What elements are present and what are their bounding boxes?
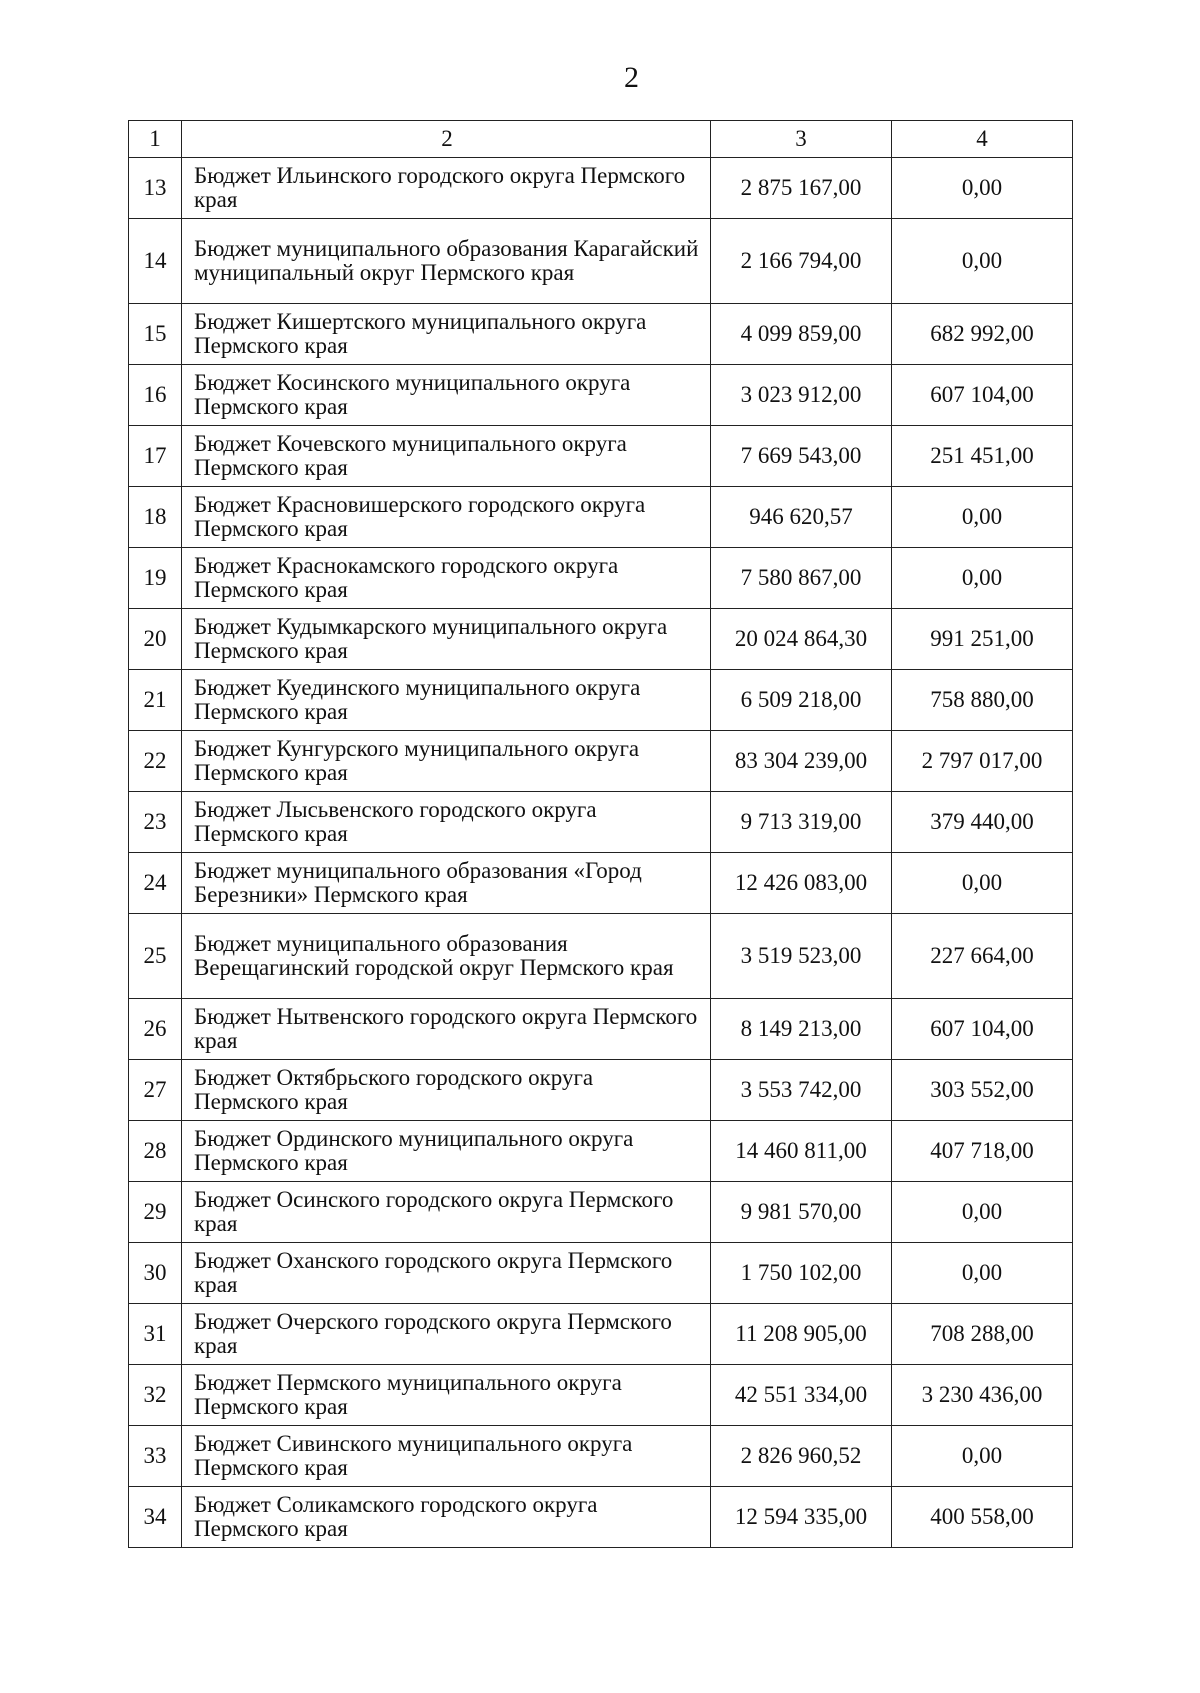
table-row bbox=[129, 792, 1073, 853]
row-number-cell: 25 bbox=[129, 914, 182, 999]
amount-2-cell: 0,00 bbox=[892, 1426, 1073, 1487]
amount-2-cell: 607 104,00 bbox=[892, 365, 1073, 426]
budget-name-cell: Бюджет муниципального образования Карагайский муниципальный округ Пермского края bbox=[182, 219, 711, 304]
budget-name-cell: Бюджет Пермского муниципального округа Пермского края bbox=[182, 1365, 711, 1426]
amount-cell: 2 875 167,00 bbox=[711, 158, 892, 219]
budget-name-cell: Бюджет Куединского муниципального округа Пермского края bbox=[182, 670, 711, 731]
budget-name-cell: Бюджет Ильинского городского округа Пермского края bbox=[182, 158, 711, 219]
row-number-cell: 31 bbox=[129, 1304, 182, 1365]
row-number-cell: 17 bbox=[129, 426, 182, 487]
row-number-cell: 20 bbox=[129, 609, 182, 670]
budget-name-cell: Бюджет муниципального образования «Город Березники» Пермского края bbox=[182, 853, 711, 914]
amount-cell: 3 023 912,00 bbox=[711, 365, 892, 426]
table-row bbox=[129, 1121, 1073, 1182]
table-row bbox=[129, 1182, 1073, 1243]
column-number-3: 3 bbox=[711, 121, 892, 158]
amount-2-cell: 227 664,00 bbox=[892, 914, 1073, 999]
row-number-cell: 19 bbox=[129, 548, 182, 609]
amount-2-cell: 607 104,00 bbox=[892, 999, 1073, 1060]
table-row bbox=[129, 1060, 1073, 1121]
row-number-cell: 22 bbox=[129, 731, 182, 792]
amount-cell: 14 460 811,00 bbox=[711, 1121, 892, 1182]
budget-name-cell: Бюджет Кишертского муниципального округа Пермского края bbox=[182, 304, 711, 365]
amount-2-cell: 0,00 bbox=[892, 853, 1073, 914]
row-number-cell: 16 bbox=[129, 365, 182, 426]
budget-name-cell: Бюджет Краснокамского городского округа Пермского края bbox=[182, 548, 711, 609]
budget-name-cell: Бюджет Лысьвенского городского округа Пермского края bbox=[182, 792, 711, 853]
table-header-row bbox=[129, 121, 1073, 158]
amount-cell: 946 620,57 bbox=[711, 487, 892, 548]
table-row bbox=[129, 670, 1073, 731]
budget-name-cell: Бюджет Соликамского городского округа Пермского края bbox=[182, 1487, 711, 1548]
amount-cell: 7 669 543,00 bbox=[711, 426, 892, 487]
budget-name-cell: Бюджет Кудымкарского муниципального округа Пермского края bbox=[182, 609, 711, 670]
amount-cell: 11 208 905,00 bbox=[711, 1304, 892, 1365]
amount-2-cell: 3 230 436,00 bbox=[892, 1365, 1073, 1426]
row-number-cell: 21 bbox=[129, 670, 182, 731]
table-row bbox=[129, 219, 1073, 304]
amount-2-cell: 758 880,00 bbox=[892, 670, 1073, 731]
amount-cell: 8 149 213,00 bbox=[711, 999, 892, 1060]
amount-cell: 2 826 960,52 bbox=[711, 1426, 892, 1487]
amount-2-cell: 379 440,00 bbox=[892, 792, 1073, 853]
row-number-cell: 13 bbox=[129, 158, 182, 219]
amount-2-cell: 407 718,00 bbox=[892, 1121, 1073, 1182]
amount-cell: 3 519 523,00 bbox=[711, 914, 892, 999]
row-number-cell: 32 bbox=[129, 1365, 182, 1426]
amount-2-cell: 708 288,00 bbox=[892, 1304, 1073, 1365]
row-number-cell: 28 bbox=[129, 1121, 182, 1182]
table-row bbox=[129, 487, 1073, 548]
amount-cell: 9 713 319,00 bbox=[711, 792, 892, 853]
row-number-cell: 27 bbox=[129, 1060, 182, 1121]
amount-cell: 12 594 335,00 bbox=[711, 1487, 892, 1548]
table-row bbox=[129, 1243, 1073, 1304]
amount-2-cell: 303 552,00 bbox=[892, 1060, 1073, 1121]
amount-2-cell: 2 797 017,00 bbox=[892, 731, 1073, 792]
row-number-cell: 24 bbox=[129, 853, 182, 914]
row-number-cell: 34 bbox=[129, 1487, 182, 1548]
budget-name-cell: Бюджет Октябрьского городского округа Пермского края bbox=[182, 1060, 711, 1121]
budget-name-cell: Бюджет Кочевского муниципального округа Пермского края bbox=[182, 426, 711, 487]
row-number-cell: 14 bbox=[129, 219, 182, 304]
table-row bbox=[129, 914, 1073, 999]
row-number-cell: 30 bbox=[129, 1243, 182, 1304]
amount-2-cell: 251 451,00 bbox=[892, 426, 1073, 487]
budget-name-cell: Бюджет Косинского муниципального округа Пермского края bbox=[182, 365, 711, 426]
table-row bbox=[129, 365, 1073, 426]
budget-name-cell: Бюджет муниципального образования Верещагинский городской округ Пермского края bbox=[182, 914, 711, 999]
amount-2-cell: 0,00 bbox=[892, 158, 1073, 219]
amount-2-cell: 400 558,00 bbox=[892, 1487, 1073, 1548]
row-number-cell: 15 bbox=[129, 304, 182, 365]
budget-name-cell: Бюджет Очерского городского округа Пермского края bbox=[182, 1304, 711, 1365]
amount-2-cell: 0,00 bbox=[892, 1243, 1073, 1304]
column-number-1: 1 bbox=[129, 121, 182, 158]
column-number-4: 4 bbox=[892, 121, 1073, 158]
amount-2-cell: 0,00 bbox=[892, 487, 1073, 548]
budget-name-cell: Бюджет Сивинского муниципального округа Пермского края bbox=[182, 1426, 711, 1487]
table-row bbox=[129, 1304, 1073, 1365]
amount-cell: 6 509 218,00 bbox=[711, 670, 892, 731]
budget-name-cell: Бюджет Красновишерского городского округа Пермского края bbox=[182, 487, 711, 548]
amount-2-cell: 0,00 bbox=[892, 219, 1073, 304]
budget-name-cell: Бюджет Ординского муниципального округа Пермского края bbox=[182, 1121, 711, 1182]
table-row bbox=[129, 853, 1073, 914]
amount-cell: 1 750 102,00 bbox=[711, 1243, 892, 1304]
budget-name-cell: Бюджет Нытвенского городского округа Пермского края bbox=[182, 999, 711, 1060]
budget-name-cell: Бюджет Кунгурского муниципального округа Пермского края bbox=[182, 731, 711, 792]
amount-2-cell: 991 251,00 bbox=[892, 609, 1073, 670]
table-row bbox=[129, 1487, 1073, 1548]
amount-cell: 4 099 859,00 bbox=[711, 304, 892, 365]
table-row bbox=[129, 731, 1073, 792]
budget-table bbox=[128, 120, 1073, 1548]
budget-name-cell: Бюджет Осинского городского округа Пермского края bbox=[182, 1182, 711, 1243]
amount-cell: 9 981 570,00 bbox=[711, 1182, 892, 1243]
row-number-cell: 23 bbox=[129, 792, 182, 853]
amount-2-cell: 0,00 bbox=[892, 548, 1073, 609]
row-number-cell: 18 bbox=[129, 487, 182, 548]
amount-cell: 42 551 334,00 bbox=[711, 1365, 892, 1426]
table-row bbox=[129, 1426, 1073, 1487]
table-row bbox=[129, 548, 1073, 609]
amount-cell: 2 166 794,00 bbox=[711, 219, 892, 304]
row-number-cell: 29 bbox=[129, 1182, 182, 1243]
row-number-cell: 33 bbox=[129, 1426, 182, 1487]
table-row bbox=[129, 304, 1073, 365]
budget-name-cell: Бюджет Оханского городского округа Пермского края bbox=[182, 1243, 711, 1304]
amount-cell: 12 426 083,00 bbox=[711, 853, 892, 914]
table-row bbox=[129, 999, 1073, 1060]
row-number-cell: 26 bbox=[129, 999, 182, 1060]
amount-2-cell: 0,00 bbox=[892, 1182, 1073, 1243]
amount-cell: 20 024 864,30 bbox=[711, 609, 892, 670]
column-number-2: 2 bbox=[182, 121, 711, 158]
amount-cell: 83 304 239,00 bbox=[711, 731, 892, 792]
table-row bbox=[129, 1365, 1073, 1426]
page-number: 2 bbox=[624, 61, 639, 94]
amount-cell: 7 580 867,00 bbox=[711, 548, 892, 609]
amount-2-cell: 682 992,00 bbox=[892, 304, 1073, 365]
amount-cell: 3 553 742,00 bbox=[711, 1060, 892, 1121]
table-row bbox=[129, 609, 1073, 670]
table-row bbox=[129, 426, 1073, 487]
table-row bbox=[129, 158, 1073, 219]
